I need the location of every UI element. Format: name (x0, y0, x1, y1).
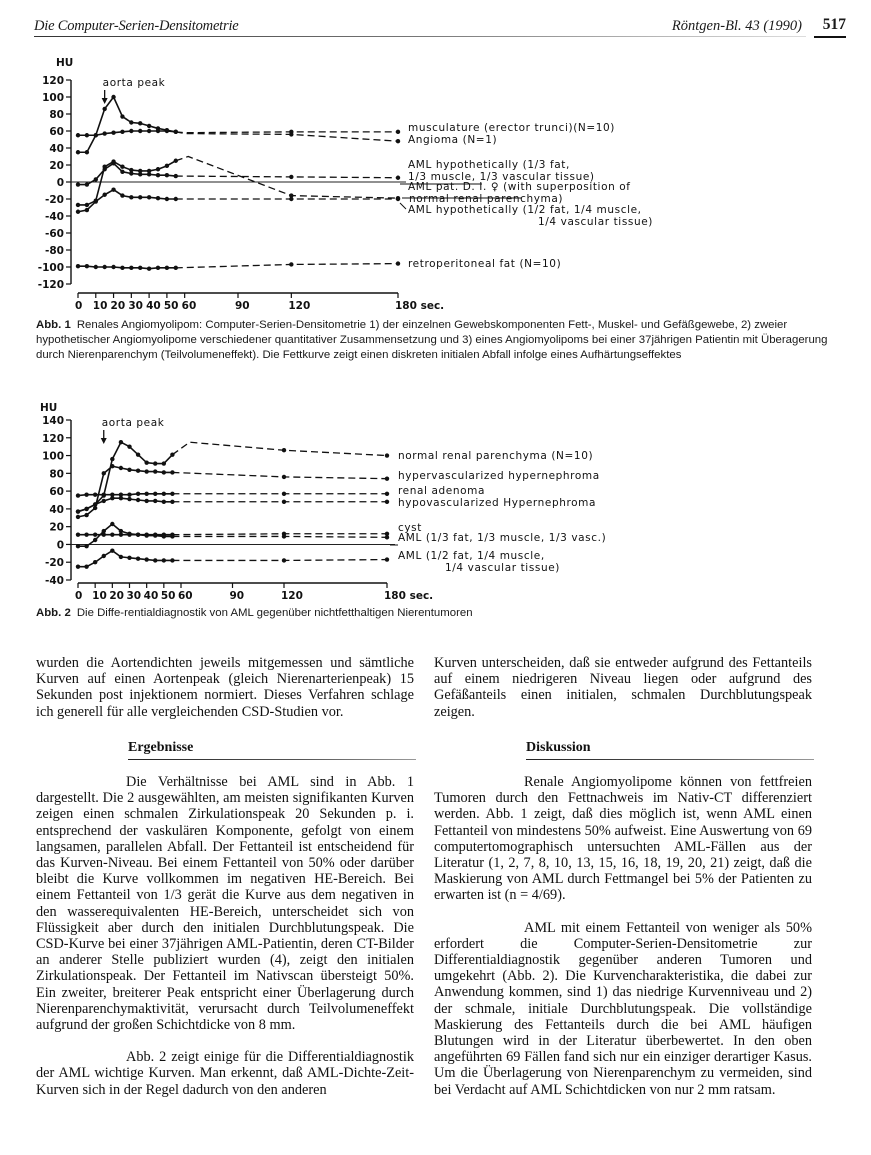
data-point (76, 564, 80, 568)
data-point (119, 466, 123, 470)
data-point (162, 558, 166, 562)
data-point (162, 461, 166, 465)
y-tick-label: 80 (49, 468, 64, 481)
legend-entry: hypovascularized Hypernephroma (398, 497, 597, 509)
section-heading-text: Ergebnisse (128, 739, 194, 755)
data-point (110, 457, 114, 461)
x-tick-label: 0 (75, 590, 83, 602)
right-column (434, 655, 812, 1098)
legend-entry: hypervascularized hypernephroma (398, 470, 600, 482)
data-point (110, 464, 114, 468)
aorta-peak-arrowhead (101, 438, 107, 444)
data-point (136, 492, 140, 496)
y-tick-label: -20 (45, 557, 64, 570)
data-point (136, 556, 140, 560)
x-tick-label: 120 (288, 300, 311, 312)
y-tick-label: 100 (42, 450, 64, 463)
y-tick-label: 40 (49, 503, 64, 516)
x-tick-label: 120 (281, 590, 303, 602)
series-line-solid (78, 494, 172, 496)
figure-1-caption-text: Renales Angiomyolipom: Computer-Serien-Densitometrie 1) der einzelnen Gewebskomponenten Fett-, Muskel- und Gefäßgewebe, 2) zweier hypothetischer Angiomyolipome verschiedener quantitativer Zusammensetzung und 3) eines Angiomyolipoms bei einer 37jährigen Patientin mit Überagerung durch Nierenparenchym (Teilvolumeneffekt). Die Fettkurve zeigt einen diskreten initialen Abfall infolge eines Aufhärtungseffektes (36, 319, 828, 361)
data-point (282, 500, 286, 504)
legend-entry: normal renal parenchyma (N=10) (398, 450, 594, 462)
data-point (385, 500, 389, 504)
left-column (36, 655, 414, 1098)
legend-entry: retroperitoneal fat (N=10) (408, 258, 562, 270)
x-tick-label: 180 sec. (384, 590, 434, 602)
x-tick-label: 90 (229, 590, 245, 602)
data-point (102, 499, 106, 503)
legend-entry: 1/3 muscle, 1/3 vascular tissue) (408, 171, 595, 183)
data-point (144, 499, 148, 503)
data-point (136, 452, 140, 456)
right-intro-paragraph: Kurven unterscheiden, daß sie entweder aufgrund des Fettanteils auf einem niedrigeren Niveau liegen oder aufgrund des Gefäßanteils einen initialen, schmalen Durchblutungspeak zeigen. (434, 655, 812, 720)
legend-entry: AML pat. D. I. ♀ (with superposition of (408, 181, 631, 193)
x-tick-label: 40 (146, 300, 161, 312)
series-line-dashed (172, 442, 387, 455)
section-heading-rule (526, 759, 814, 760)
data-point (93, 502, 97, 506)
data-point (93, 560, 97, 564)
legend-entry: musculature (erector trunci)(N=10) (408, 122, 615, 134)
data-point (93, 532, 97, 536)
data-point (282, 558, 286, 562)
legend-entry: 1/4 vascular tissue) (445, 562, 560, 574)
y-tick-label: 0 (56, 177, 64, 189)
series-1 (76, 440, 389, 514)
data-point (170, 558, 174, 562)
results-paragraph-2: Abb. 2 zeigt einige für die Differentialdiagnostik der AML wichtige Kurven. Man erkennt, daß AML-Dichte-Zeit-Kurven sich in der Regel dadurch von den anderen (36, 1049, 414, 1098)
y-axis-label: HU (40, 402, 58, 414)
data-point (102, 554, 106, 558)
section-heading-text: Diskussion (526, 739, 591, 755)
x-tick-label: 20 (110, 300, 126, 312)
x-tick-label: 30 (126, 590, 142, 602)
data-point (84, 513, 88, 517)
x-tick-label: 30 (128, 300, 143, 312)
section-heading-ergebnisse (128, 740, 414, 760)
results-paragraph-1: Die Verhältnisse bei AML sind in Abb. 1 dargestellt. Die 2 ausgewählten, am meisten signifikanten Kurven zeigen einen schmalen Zirkulationspeak 20 Sekunden p. i. entsprechend der vaskulären Komponente, gefolgt von einem langsamen, parallelen Abfall. Der Fettanteil ist entscheidend für das Kurven-Niveau. Bei einem Fettanteil von 50% oder darüber bleibt die Kurve vollkommen im negativen HE-Bereich. Bei einem Fettanteil von 1/3 gerät die Kurve aus dem negativen in den wasserequivalenten HE-Bereich, unterscheidet sich von Flüssigkeit aber durch den initialen Durchblutungspeak. Die CSD-Kurve bei einer 37jährigen AML-Patientin, deren CT-Bilder an anderer Stelle publiziert wurden (4), zeigt den initialen Zirkulationspeak. Der Fettanteil im Nativscan übersteigt 50%. Ein zweiter, breiterer Peak entspricht einer Überlagerung durch Nierenparenchymaktivität, verursacht durch Teilvolumeneffekt aufgrund der großen Schichtdicke von 8 mm. (36, 774, 414, 1034)
x-tick-label: 20 (109, 590, 124, 602)
legend-entry: AML (1/3 fat, 1/3 muscle, 1/3 vasc.) (398, 532, 607, 544)
data-point (110, 548, 114, 552)
data-point (110, 496, 114, 500)
data-point (144, 557, 148, 561)
series-4 (76, 496, 389, 514)
aorta-peak-label: aorta peak (101, 417, 165, 429)
data-point (84, 492, 88, 496)
data-point (84, 507, 88, 511)
data-point (127, 492, 131, 496)
series-line-dashed (172, 560, 387, 561)
data-point (170, 500, 174, 504)
figure-2-caption (36, 606, 836, 621)
x-tick-label: 90 (235, 300, 250, 312)
data-point (84, 564, 88, 568)
section-heading-diskussion (526, 740, 812, 760)
y-tick-label: 60 (49, 486, 64, 499)
data-point (102, 529, 106, 533)
x-tick-label: 0 (75, 300, 83, 312)
y-tick-label: 80 (49, 109, 64, 121)
data-point (385, 492, 389, 496)
running-title: Die Computer-Serien-Densitometrie (34, 18, 239, 34)
data-point (76, 544, 80, 548)
data-point (76, 493, 80, 497)
data-point (282, 475, 286, 479)
series-line-solid (78, 466, 172, 517)
series-line-dashed (172, 536, 387, 537)
y-tick-label: 100 (42, 92, 64, 104)
x-tick-label: 10 (92, 590, 107, 602)
data-point (144, 533, 148, 537)
data-point (153, 469, 157, 473)
data-point (76, 509, 80, 513)
data-point (93, 492, 97, 496)
data-point (162, 470, 166, 474)
data-point (136, 532, 140, 536)
data-point (153, 499, 157, 503)
data-point (127, 497, 131, 501)
data-point (153, 492, 157, 496)
data-point (102, 492, 106, 496)
legend-entry: AML hypothetically (1/2 fat, 1/4 muscle, (408, 204, 642, 216)
x-tick-label: 10 (92, 300, 108, 312)
data-point (385, 476, 389, 480)
data-point (170, 470, 174, 474)
data-point (102, 471, 106, 475)
figure-1-label: Abb. 1 (36, 319, 71, 331)
series-3 (76, 492, 389, 498)
legend-entry: normal renal parenchyma) (409, 193, 564, 205)
legend-entry: renal adenoma (398, 485, 485, 497)
legend-entry: AML hypothetically (1/3 fat, (408, 159, 570, 171)
data-point (136, 498, 140, 502)
data-point (110, 532, 114, 536)
data-point (119, 440, 123, 444)
data-point (119, 529, 123, 533)
data-point (282, 492, 286, 496)
y-tick-label: -60 (45, 228, 64, 240)
data-point (84, 544, 88, 548)
y-tick-label: 120 (42, 75, 64, 87)
y-tick-label: -120 (37, 279, 64, 291)
y-tick-label: 60 (49, 126, 64, 138)
y-tick-label: 20 (49, 160, 64, 172)
y-tick-label: 40 (49, 143, 64, 155)
x-tick-label: 60 (178, 590, 193, 602)
data-point (127, 532, 131, 536)
x-tick-label: 180 sec. (395, 300, 445, 312)
aorta-peak-label: aorta peak (102, 77, 166, 89)
series-2 (76, 464, 389, 519)
data-point (84, 532, 88, 536)
journal-citation: Röntgen-Bl. 43 (1990) (671, 18, 802, 34)
data-point (282, 534, 286, 538)
data-point (385, 557, 389, 561)
data-point (93, 538, 97, 542)
data-point (127, 468, 131, 472)
data-point (144, 469, 148, 473)
y-tick-label: 0 (56, 539, 64, 552)
data-point (162, 492, 166, 496)
data-point (119, 555, 123, 559)
series-line-dashed (172, 534, 387, 535)
left-intro-paragraph: wurden die Aortendichten jeweils mitgemessen und sämtliche Kurven auf einen Aortenpeak (gleich Nierenarterienpeak) 15 Sekunden post injektionem normiert. Dieses Verfahren schlage ich generell für alle vergleichenden CSD-Studien vor. (36, 655, 414, 720)
data-point (170, 452, 174, 456)
data-point (76, 532, 80, 536)
data-point (76, 515, 80, 519)
figure-2-caption-text: Die Diffe-rentialdiagnostik von AML gegenüber nichtfetthaltigen Nierentumoren (76, 607, 473, 619)
data-point (110, 522, 114, 526)
data-point (385, 453, 389, 457)
y-tick-label: -100 (37, 262, 64, 274)
y-tick-label: 20 (49, 521, 64, 534)
x-tick-label: 40 (143, 590, 159, 602)
data-point (162, 534, 166, 538)
data-point (153, 558, 157, 562)
data-point (385, 535, 389, 539)
x-tick-label: 50 (160, 590, 176, 602)
data-point (170, 492, 174, 496)
data-point (153, 461, 157, 465)
y-tick-label: 120 (42, 432, 64, 445)
discussion-paragraph-2: AML mit einem Fettanteil von weniger als 50% erfordert die Computer-Serien-Densitometrie zur Differentialdiagnostik gegenüber anderen Tumoren und umgekehrt (Abb. 2). Die Kurvencharakteristika, die dabei zur Anwendung kommen, sind 1) das niedrige Kurvenniveau und 2) der schmale, initiale Durchblutungspeak. Die vollständige Maskierung des Fettanteils durch die bei AML häufigen Blutungen wird in der Literatur überbewertet. In den oben angeführten 69 Fällen fand sich nur ein einziger derartiger Kasus. Um die Überlagerung von Nierenparenchym zu vermeiden, sind bei Verdacht auf AML Schichtdicken von nur 2 mm ratsam. (434, 919, 812, 1098)
series-line-solid (78, 551, 172, 567)
y-tick-label: -40 (45, 575, 64, 587)
data-point (144, 492, 148, 496)
series-line-dashed (172, 472, 387, 478)
y-tick-label: -40 (45, 211, 64, 223)
y-tick-label: -80 (45, 245, 64, 257)
x-tick-label: 60 (181, 300, 197, 312)
data-point (136, 468, 140, 472)
y-tick-label: 140 (42, 415, 64, 427)
legend-entry: Angioma (N=1) (408, 134, 498, 146)
data-point (170, 534, 174, 538)
y-axis-label: HU (56, 57, 74, 69)
x-tick-label: 50 (163, 300, 179, 312)
data-point (162, 500, 166, 504)
discussion-paragraph-1: Renale Angiomyolipome können von fettfreien Tumoren durch den Fettnachweis im Nativ-CT differenziert werden. Abb. 1 zeigt, daß dies möglich ist, wenn AML einen Fettanteil von mindestens 50% aufweist. Eine Auswertung von 69 computertomographisch untersuchten AML-Fällen aus der Literatur (1, 2, 7, 8, 10, 13, 15, 16, 18, 19, 20, 21) zeigt, daß die Maskierung von AML durch Fettmangel bei 5% der Patienten zu erwarten ist (n = 4/69). (434, 774, 812, 904)
legend-entry: cyst (398, 522, 422, 534)
legend-entry: 1/4 vascular tissue) (538, 216, 653, 228)
page-number: 517 (822, 16, 846, 33)
data-point (127, 444, 131, 448)
figure-2-label: Abb. 2 (36, 607, 71, 619)
legend-entry: AML (1/2 fat, 1/4 muscle, (398, 550, 545, 562)
series-7 (76, 548, 389, 568)
section-heading-rule (128, 759, 416, 760)
data-point (119, 496, 123, 500)
data-point (153, 533, 157, 537)
data-point (127, 556, 131, 560)
data-point (282, 448, 286, 452)
y-tick-label: -20 (45, 194, 64, 206)
data-point (144, 460, 148, 464)
